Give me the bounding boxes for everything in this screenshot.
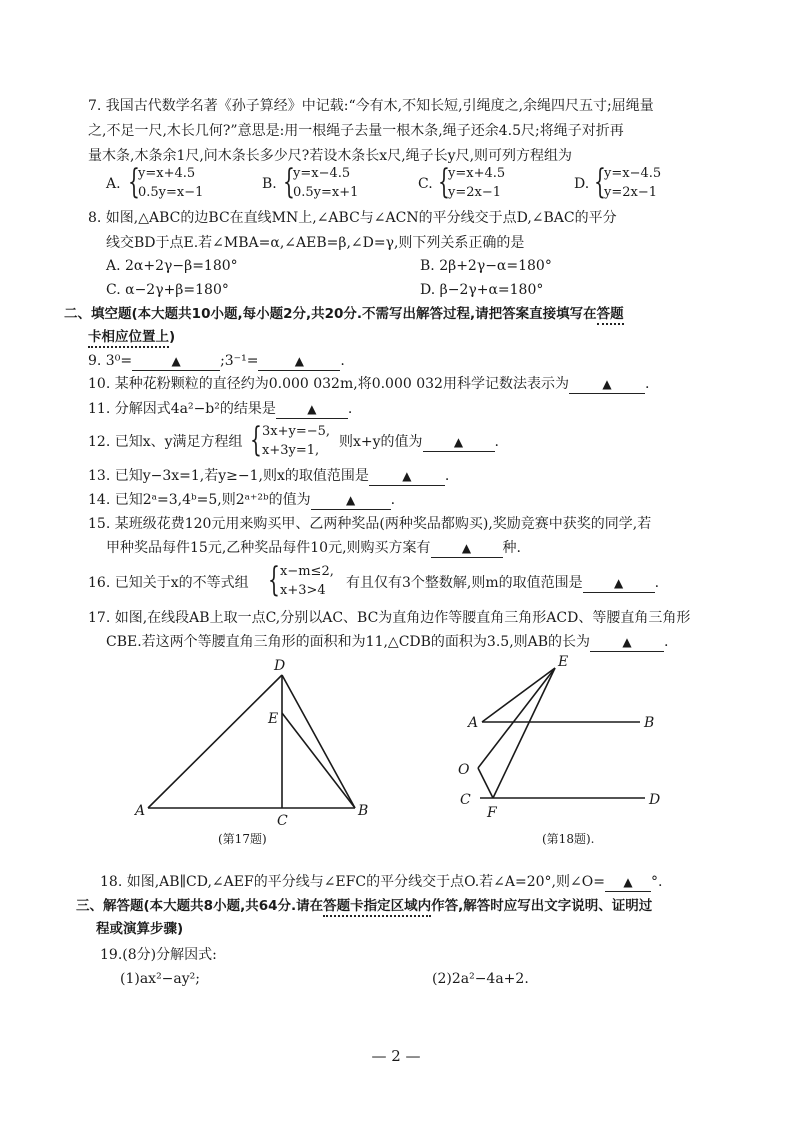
figure-17-caption: (第17题)	[218, 832, 267, 846]
fig18-label-b: B	[644, 715, 655, 731]
figure-17	[130, 655, 380, 835]
q17-line-2: CBE.若这两个等腰直角三角形的面积和为11,△CDB的面积为3.5,则AB的长为 ▲ .	[106, 634, 669, 650]
fig18-segment-eo	[478, 668, 555, 768]
q7-option-d-eq2: y=2x−1	[604, 185, 658, 200]
fig17-label-e: E	[268, 711, 279, 727]
q8-option-d: D. β−2γ+α=180°	[420, 282, 544, 298]
fig18-label-c: C	[460, 792, 471, 808]
page-number: — 2 —	[371, 1047, 421, 1065]
q15-line-2: 甲种奖品每件15元,乙种奖品每件10元,则购买方案有 ▲ 种.	[106, 540, 521, 556]
q8-line-2: 线交BD于点E.若∠MBA=α,∠AEB=β,∠D=γ,则下列关系正确的是	[106, 235, 525, 251]
q7-option-d-eq1: y=x−4.5	[604, 166, 662, 181]
fig18-label-o: O	[458, 762, 470, 778]
section-2-heading: 二、填空题(本大题共10小题,每小题2分,共20分.不需写出解答过程,请把答案直接填写在答题	[64, 304, 624, 324]
q14: 14. 已知2ᵃ=3,4ᵇ=5,则2ᵃ⁺²ᵇ的值为 ▲ .	[88, 492, 396, 508]
q7-option-b-eq2: 0.5y=x+1	[293, 185, 359, 200]
answer-blank-marker: ▲	[294, 354, 305, 368]
answer-blank-marker: ▲	[402, 469, 412, 483]
fig17-label-d: D	[274, 658, 286, 674]
fig18-label-e: E	[558, 654, 569, 670]
fig17-label-c: C	[277, 813, 288, 829]
exam-page: 7. 我国古代数学名著《孙子算经》中记载:“今有木,不知长短,引绳度之,余绳四尺五寸;屈绳量 之,不足一尺,木长几何?”意思是:用一根绳子去量一根木条,绳子还余4.5尺;将绳子对折再 量木条,木条余1尺,问木条长多少尺?若设木条长x尺,绳子长y尺,则可列方程组为 A. { y=x+4.5 0.5y=x−1 B. { y=x−4.5 0.5y=x+1 C. { y=x+4.5 y=2x−1 D. { y=x−4.5 y=2x−1 8. 如图,△ABC的边BC在直线MN上,∠ABC与∠ACN的平分线交于点D,∠BAC的平分 线交BD于点E.若∠MBA=α,∠AEB=β,∠D=γ,则下列关系正确的是 A. 2α+2γ−β=180° B. 2β+2γ−α=180° C. α−2γ+β=180° D. β−2γ+α=180° 二、填空题(本大题共10小题,每小题2分,共20分.不需写出解答过程,请把答案直接填写在答题 卡相应位置上) 9. 3⁰= ▲ ;3⁻¹= ▲ . 10. 某种花粉颗粒的直径约为0.000 032m,将0.000 032用科学记数法表示为 ▲ . 11. 分解因式4a²−b²的结果是 ▲ . 12. 已知x、y满足方程组 { 3x+y=−5, x+3y=1, 则x+y的值为 ▲ . 13. 已知y−3x=1,若y≥−1,则x的取值范围是 ▲ . 14. 已知2ᵃ=3,4ᵇ=5,则2ᵃ⁺²ᵇ的值为 ▲ . 15. 某班级花费120元用来购买甲、乙两种奖品(两种奖品都购买),奖励竞赛中获奖的同学,若 甲种奖品每件15元,乙种奖品每件10元,则购买方案有 ▲ 种. 16. 已知关于x的不等式组 { x−m≤2, x+3>4 有且仅有3个整数解,则m的取值范围是 ▲ . 17. 如图,在线段AB上取一点C,分别以AC、BC为直角边作等腰直角三角形ACD、等腰直角三角形 CBE.若这两个等腰直角三角形的面积和为11,△CDB的面积为3.5,则AB的长为 ▲ . D E A C B (第17题) E A B O C F D (第18题). 18. 如图,AB∥CD,∠AEF的平分线与∠EFC的平分线交于点O.若∠A=20°,则∠O= ▲ °. 三、解答题(本大题共8小题,共64分.请在答题卡指定区域内作答,解答时应写出文字说明、证明过 程或演算步骤) 19.(8分)分解因式: (1)ax²−ay²; (2)2a²−4a+2. — 2 —	[0, 0, 792, 1121]
q17-line-1: 17. 如图,在线段AB上取一点C,分别以AC、BC为直角边作等腰直角三角形ACD、等腰直角三角形	[88, 610, 691, 626]
fig18-label-f: F	[487, 805, 497, 821]
q8-line-1: 8. 如图,△ABC的边BC在直线MN上,∠ABC与∠ACN的平分线交于点D,∠BAC的平分	[88, 210, 617, 226]
answer-blank-marker: ▲	[461, 541, 472, 555]
q10: 10. 某种花粉颗粒的直径约为0.000 032m,将0.000 032用科学记数法表示为 ▲ .	[88, 376, 650, 392]
answer-blank-marker: ▲	[171, 354, 181, 368]
q7-line-2: 之,不足一尺,木长几何?”意思是:用一根绳子去量一根木条,绳子还余4.5尺;将绳子对折再	[88, 123, 624, 139]
answer-blank-marker: ▲	[453, 435, 464, 449]
q7-line-1: 7. 我国古代数学名著《孙子算经》中记载:“今有木,不知长短,引绳度之,余绳四尺五寸;屈绳量	[88, 98, 654, 114]
fig18-segment-of	[478, 768, 493, 798]
figure-18-caption: (第18题).	[542, 832, 595, 846]
q7-line-3: 量木条,木条余1尺,问木条长多少尺?若设木条长x尺,绳子长y尺,则可列方程组为	[88, 148, 573, 164]
q12-eq2: x+3y=1,	[262, 443, 320, 458]
fig17-segment-db	[282, 675, 355, 808]
answer-blank-marker: ▲	[346, 493, 356, 507]
q13: 13. 已知y−3x=1,若y≥−1,则x的取值范围是 ▲ .	[88, 468, 450, 484]
q11: 11. 分解因式4a²−b²的结果是 ▲ .	[88, 401, 353, 417]
section-2-heading-cont: 卡相应位置上)	[88, 327, 175, 347]
figure-18	[450, 650, 680, 825]
q19-part-2: (2)2a²−4a+2.	[432, 971, 529, 987]
answer-blank-marker: ▲	[307, 402, 317, 416]
fig17-segment-eb	[282, 713, 355, 808]
q9: 9. 3⁰= ▲ ;3⁻¹= ▲ .	[88, 353, 345, 369]
q8-option-c: C. α−2γ+β=180°	[106, 282, 229, 298]
fig18-label-a: A	[468, 715, 479, 731]
q7-option-c-eq2: y=2x−1	[448, 185, 502, 200]
answer-blank-marker: ▲	[622, 635, 632, 649]
q7-option-a-eq1: y=x+4.5	[138, 166, 196, 181]
q19-title: 19.(8分)分解因式:	[100, 947, 217, 963]
q7-option-c-eq1: y=x+4.5	[448, 166, 506, 181]
q7-option-b-eq1: y=x−4.5	[293, 166, 351, 181]
fig17-segment-ad	[148, 675, 282, 808]
fig18-label-d: D	[649, 792, 661, 808]
q18: 18. 如图,AB∥CD,∠AEF的平分线与∠EFC的平分线交于点O.若∠A=20°,则∠O= ▲ °.	[100, 874, 663, 890]
q8-option-b: B. 2β+2γ−α=180°	[420, 258, 552, 274]
q16-eq1: x−m≤2,	[280, 564, 334, 579]
section-3-heading-cont: 程或演算步骤)	[96, 921, 184, 937]
q15-line-1: 15. 某班级花费120元用来购买甲、乙两种奖品(两种奖品都购买),奖励竞赛中获奖的同学,若	[88, 516, 652, 532]
fig18-segment-ef	[493, 668, 555, 798]
section-3-heading: 三、解答题(本大题共8小题,共64分.请在答题卡指定区域内作答,解答时应写出文字说明、证明过	[76, 896, 652, 916]
answer-blank-marker: ▲	[602, 377, 612, 391]
fig17-label-a: A	[135, 803, 146, 819]
q12-eq1: 3x+y=−5,	[262, 424, 331, 439]
fig18-segment-ae	[482, 668, 555, 722]
q8-option-a: A. 2α+2γ−β=180°	[106, 258, 238, 274]
answer-blank-marker: ▲	[614, 576, 624, 590]
answer-blank-marker: ▲	[623, 875, 633, 889]
q7-option-a-eq2: 0.5y=x−1	[138, 185, 204, 200]
fig17-label-b: B	[358, 803, 369, 819]
q16-eq2: x+3>4	[280, 583, 326, 598]
q19-part-1: (1)ax²−ay²;	[120, 971, 201, 987]
